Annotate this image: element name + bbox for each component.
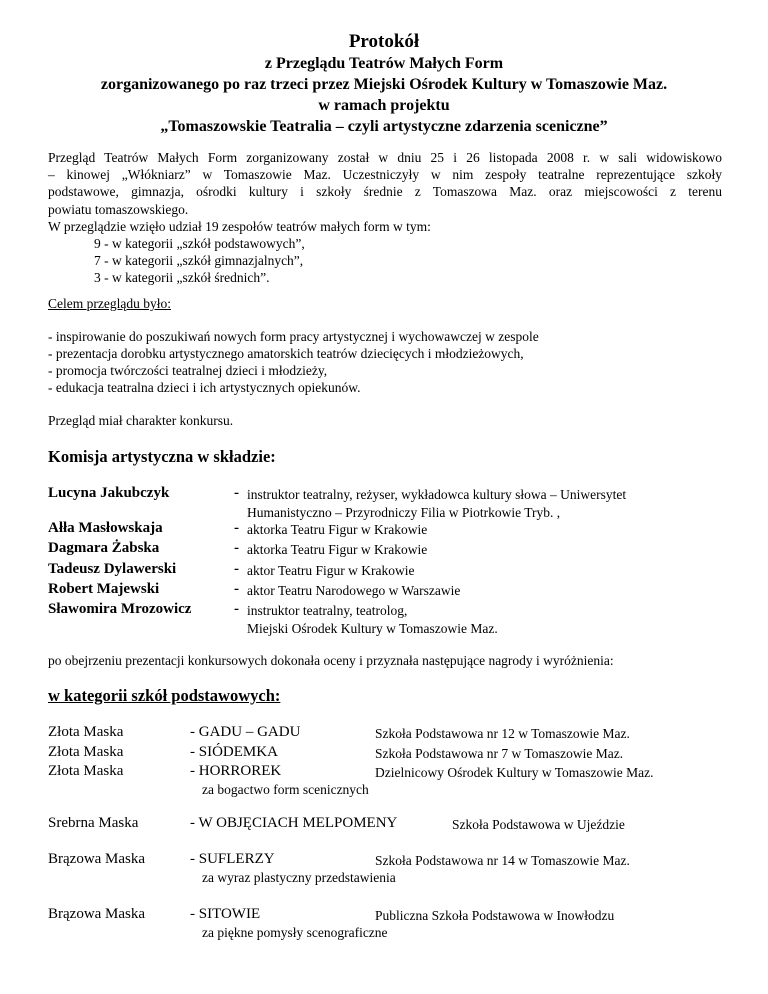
- award-school: Szkoła Podstawowa nr 7 w Tomaszowie Maz.: [375, 746, 624, 761]
- jury-member-role: Miejski Ośrodek Kultury w Tomaszowie Maz.: [247, 621, 498, 636]
- award-note: za piękne pomysły scenograficzne: [202, 925, 388, 940]
- jury-dash: -: [234, 581, 239, 597]
- award-title: - HORROREK: [190, 763, 282, 779]
- jury-member-role: instruktor teatralny, reżyser, wykładowca kultury słowa – Uniwersytet: [247, 487, 627, 502]
- jury-member-name: Tadeusz Dylawerski: [48, 561, 177, 577]
- intro-line: – kinowej „Włókniarz” w Tomaszowie Maz. Uczestniczyły w nim zespoły teatralne reprezentujące szkoły: [48, 167, 722, 182]
- jury-member-role: aktorka Teatru Figur w Krakowie: [247, 542, 428, 557]
- goal-item: - edukacja teatralna dzieci i ich artystycznych opiekunów.: [48, 380, 361, 395]
- award-school: Dzielnicowy Ośrodek Kultury w Tomaszowie Maz.: [375, 765, 654, 780]
- jury-dash: -: [234, 540, 239, 556]
- category-count: 9 - w kategorii „szkół podstawowych”,: [94, 236, 305, 251]
- jury-member-name: Dagmara Żabska: [48, 540, 160, 556]
- award-school: Szkoła Podstawowa w Ujeździe: [452, 817, 625, 832]
- goal-item: - prezentacja dorobku artystycznego amatorskich teatrów dziecięcych i młodzieżowych,: [48, 346, 524, 361]
- participants-text: W przeglądzie wzięło udział 19 zespołów teatrów małych form w tym:: [48, 219, 431, 234]
- award-school: Publiczna Szkoła Podstawowa w Inowłodzu: [375, 908, 615, 923]
- intro-line: Przegląd Teatrów Małych Form zorganizowany został w dniu 25 i 26 listopada 2008 r. w sali widowiskowo: [48, 150, 722, 165]
- jury-member-role: Humanistyczno – Przyrodniczy Filia w Piotrkowie Tryb. ,: [247, 505, 561, 520]
- jury-member-name: Robert Majewski: [48, 581, 160, 597]
- award-note: za bogactwo form scenicznych: [202, 782, 369, 797]
- goal-item: - promocja twórczości teatralnej dzieci i młodzieży,: [48, 363, 328, 378]
- award-mask: Złota Maska: [48, 724, 124, 740]
- jury-dash: -: [234, 520, 239, 536]
- category-count: 7 - w kategorii „szkół gimnazjalnych”,: [94, 253, 304, 268]
- award-mask: Srebrna Maska: [48, 815, 139, 831]
- award-title: - SUFLERZY: [190, 851, 275, 867]
- award-mask: Brązowa Maska: [48, 906, 146, 922]
- category-heading: w kategorii szkół podstawowych:: [48, 686, 281, 705]
- subtitle-line-3: w ramach projektu: [318, 97, 450, 114]
- category-count: 3 - w kategorii „szkół średnich”.: [94, 270, 270, 285]
- award-mask: Złota Maska: [48, 763, 124, 779]
- award-school: Szkoła Podstawowa nr 12 w Tomaszowie Maz.: [375, 726, 630, 741]
- jury-member-name: Lucyna Jakubczyk: [48, 485, 170, 501]
- award-title: - W OBJĘCIACH MELPOMENY: [190, 815, 398, 831]
- jury-dash: -: [234, 485, 239, 501]
- subtitle-line-1: z Przeglądu Teatrów Małych Form: [264, 55, 504, 72]
- goal-item: - inspirowanie do poszukiwań nowych form pracy artystycznej i wychowawczej w zespole: [48, 329, 539, 344]
- competition-note: Przegląd miał charakter konkursu.: [48, 413, 234, 428]
- verdict-text: po obejrzeniu prezentacji konkursowych dokonała oceny i przyznała następujące nagrody i wyróżnienia:: [48, 653, 614, 668]
- jury-member-role: instruktor teatralny, teatrolog,: [247, 603, 408, 618]
- jury-member-role: aktor Teatru Figur w Krakowie: [247, 563, 415, 578]
- award-mask: Złota Maska: [48, 744, 124, 760]
- award-title: - SIÓDEMKA: [190, 744, 278, 760]
- project-name: „Tomaszowskie Teatralia – czyli artystyczne zdarzenia sceniczne”: [160, 118, 608, 135]
- jury-heading: Komisja artystyczna w składzie:: [48, 447, 276, 466]
- award-title: - GADU – GADU: [190, 724, 301, 740]
- page-title: Protokół: [348, 31, 420, 52]
- jury-member-name: Ałła Masłowskaja: [48, 520, 163, 536]
- jury-dash: -: [234, 601, 239, 617]
- jury-member-role: aktorka Teatru Figur w Krakowie: [247, 522, 428, 537]
- award-school: Szkoła Podstawowa nr 14 w Tomaszowie Maz.: [375, 853, 630, 868]
- subtitle-line-2: zorganizowanego po raz trzeci przez Miejski Ośrodek Kultury w Tomaszowie Maz.: [100, 76, 668, 93]
- jury-member-role: aktor Teatru Narodowego w Warszawie: [247, 583, 461, 598]
- award-note: za wyraz plastyczny przedstawienia: [202, 870, 396, 885]
- award-mask: Brązowa Maska: [48, 851, 146, 867]
- jury-dash: -: [234, 561, 239, 577]
- intro-line: podstawowe, gimnazja, ośrodki kultury i szkoły średnie z Tomaszowa Maz. oraz miejscowości z terenu: [48, 184, 722, 199]
- award-title: - SITOWIE: [190, 906, 261, 922]
- jury-member-name: Sławomira Mrozowicz: [48, 601, 192, 617]
- goals-heading: Celem przeglądu było:: [48, 296, 171, 311]
- intro-line: powiatu tomaszowskiego.: [48, 202, 189, 217]
